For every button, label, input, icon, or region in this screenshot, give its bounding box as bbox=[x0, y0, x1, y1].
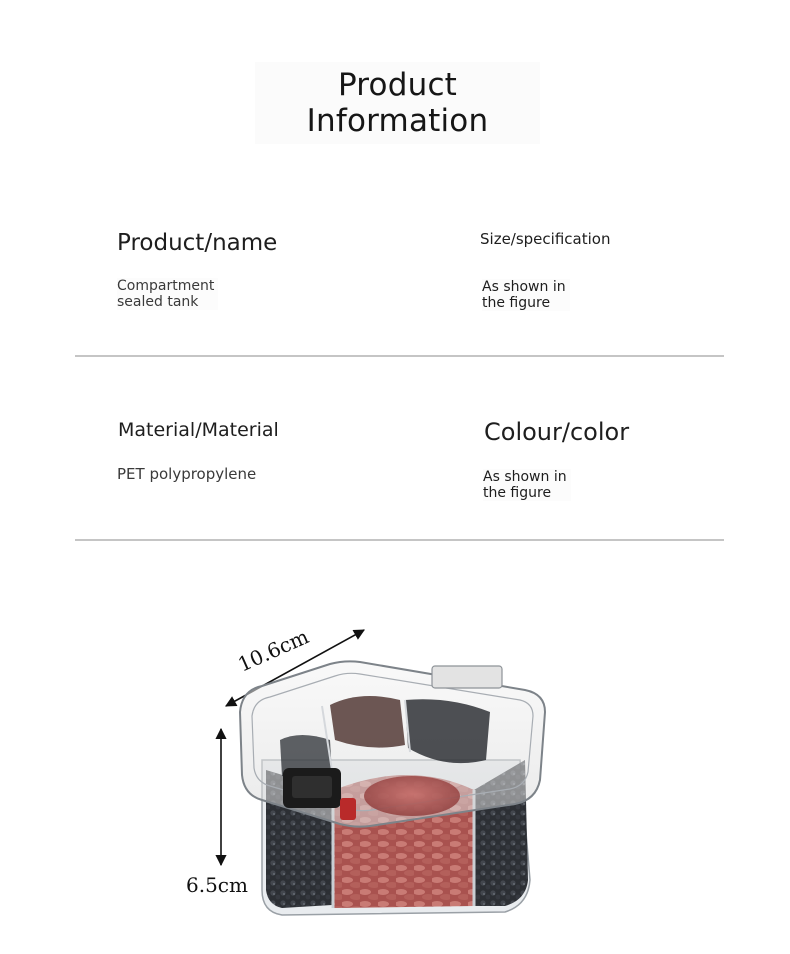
spec-colour-value bbox=[483, 469, 571, 501]
height-dimension-label: 6.5cm bbox=[186, 873, 248, 897]
spec-value-line-1: PET polypropylene bbox=[117, 465, 257, 483]
title-line-2: Information bbox=[306, 103, 489, 139]
spec-value-line-1: As shown in bbox=[483, 469, 567, 485]
divider bbox=[75, 355, 724, 357]
spec-label: Size/specification bbox=[480, 230, 611, 248]
spec-label: Product/name bbox=[117, 230, 278, 256]
width-dimension-label: 10.6cm bbox=[234, 624, 313, 677]
title-line-1: Product bbox=[337, 67, 458, 103]
product-photo bbox=[170, 600, 590, 930]
spec-size-value bbox=[482, 279, 570, 311]
spec-material bbox=[118, 419, 279, 441]
spec-value-line-1: Compartment bbox=[117, 278, 215, 294]
spec-value-line-1: As shown in bbox=[482, 279, 566, 295]
divider bbox=[75, 539, 724, 541]
spec-size bbox=[480, 230, 610, 248]
spec-product-name bbox=[117, 230, 277, 256]
spec-value-line-2: sealed tank bbox=[117, 294, 199, 310]
spec-material-value bbox=[117, 466, 256, 482]
page-title bbox=[255, 62, 540, 144]
spec-label: Material/Material bbox=[118, 419, 279, 441]
spec-product-name-value bbox=[117, 278, 218, 310]
spec-colour bbox=[484, 418, 629, 446]
spec-value-line-2: the figure bbox=[482, 295, 551, 311]
spec-value-line-2: the figure bbox=[483, 485, 552, 501]
spec-label: Colour/color bbox=[484, 418, 630, 446]
